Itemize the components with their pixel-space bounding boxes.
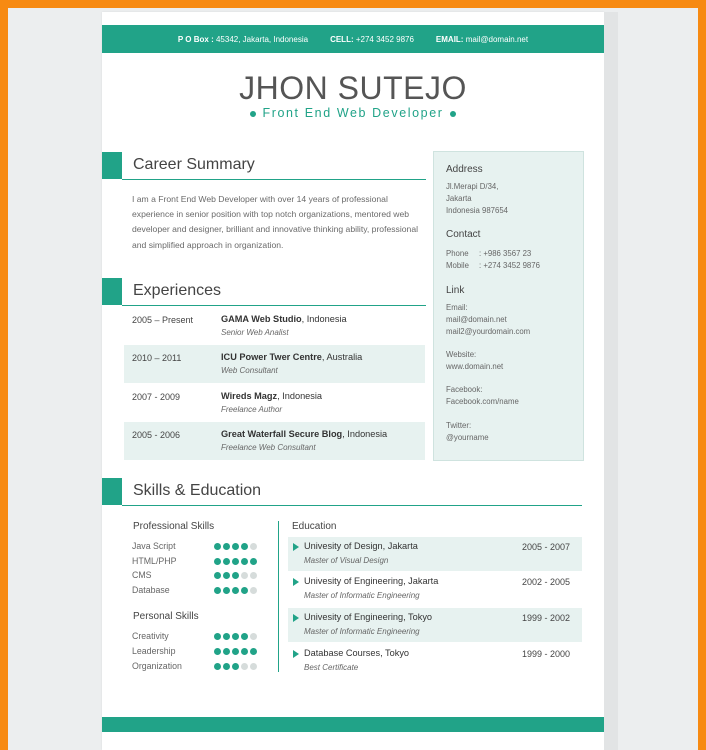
skill-level-dots [214,587,257,594]
experience-company: GAMA Web Studio, Indonesia [221,314,347,324]
experience-item [124,422,425,460]
level-dot-icon [232,587,239,594]
level-dot-icon [223,663,230,670]
column-divider [278,521,279,672]
level-dot-icon [241,572,248,579]
level-dot-icon [214,633,221,640]
section-title: Skills & Education [133,482,262,499]
level-dot-icon [241,558,248,565]
experiences-heading [102,278,428,306]
section-divider [122,505,582,506]
contact-title: Contact [446,229,481,240]
level-dot-icon [214,648,221,655]
section-marker [102,152,122,179]
level-dot-icon [250,558,257,565]
arrow-right-icon [293,614,299,622]
section-divider [122,305,426,306]
skill-level-dots [214,648,257,655]
cell: CELL: +274 3452 9876 [330,34,414,44]
level-dot-icon [223,558,230,565]
skill-row [132,661,267,675]
experience-item [124,345,425,383]
skill-row [132,631,267,645]
skill-name: Leadership [132,646,176,656]
email: EMAIL: mail@domain.net [435,34,529,44]
skill-row [132,570,267,584]
email-label: Email: [446,303,468,312]
po-box: P O Box : 45342, Jakarta, Indonesia [177,34,309,44]
level-dot-icon [241,648,248,655]
education-school: Univesity of Engineering, Tokyo [304,612,433,622]
level-dot-icon [250,572,257,579]
twitter-link[interactable]: @yourname [446,433,489,442]
experience-position: Freelance Web Consultant [221,443,316,452]
level-dot-icon [232,558,239,565]
education-school: Database Courses, Tokyo [304,648,410,658]
education-item [288,537,582,571]
level-dot-icon [232,648,239,655]
arrow-right-icon [293,543,299,551]
skill-name: Creativity [132,631,169,641]
education-years: 1999 - 2002 [521,613,570,623]
phone-row: Phone : +986 3567 23 [446,249,532,258]
resume-name: JHON SUTEJO [239,70,467,106]
level-dot-icon [250,543,257,550]
facebook-label: Facebook: [446,385,483,394]
level-dot-icon [250,633,257,640]
arrow-right-icon [293,650,299,658]
experience-company: Wireds Magz, Indonesia [221,391,323,401]
education-degree: Master of Informatic Engineering [304,627,420,636]
experience-company: ICU Power Twer Centre, Australia [221,352,363,362]
address-line: Indonesia 987654 [446,206,508,215]
education-item [288,572,582,606]
experience-company: Great Waterfall Secure Blog, Indonesia [221,429,388,439]
skill-name: CMS [132,570,152,580]
level-dot-icon [250,587,257,594]
skill-level-dots [214,543,257,550]
level-dot-icon [214,572,221,579]
skills-education-heading [102,478,582,506]
skill-row [132,541,267,555]
experience-years: 2005 - 2006 [132,430,181,440]
website-label: Website: [446,350,477,359]
education-item [288,644,582,678]
footer-bar [102,717,604,732]
address-title: Address [446,164,483,175]
level-dot-icon [241,633,248,640]
section-marker [102,478,122,505]
skill-level-dots [214,572,257,579]
level-dot-icon [250,663,257,670]
paper-shadow [604,12,618,750]
level-dot-icon [241,587,248,594]
resume-role [102,106,604,120]
skill-name: Java Script [132,541,176,551]
level-dot-icon [232,663,239,670]
skill-level-dots [214,663,257,670]
level-dot-icon [223,587,230,594]
education-years: 2002 - 2005 [521,577,570,587]
experience-position: Web Consultant [221,366,278,375]
skill-row [132,556,267,570]
education-years: 1999 - 2000 [521,649,570,659]
skill-name: HTML/PHP [132,555,177,566]
arrow-right-icon [293,578,299,586]
level-dot-icon [232,543,239,550]
address-line: Jakarta [446,194,472,203]
section-marker [102,278,122,305]
education-school: Univesity of Engineering, Jakarta [304,576,439,586]
level-dot-icon [232,572,239,579]
professional-skills-title: Professional Skills [133,521,215,532]
contact-sidebar [433,151,584,461]
experience-years: 2007 - 2009 [132,392,181,402]
education-degree: Master of Informatic Engineering [304,591,420,600]
level-dot-icon [232,633,239,640]
experience-years: 2010 – 2011 [132,353,182,363]
level-dot-icon [223,543,230,550]
role-text: Front End Web Developer [262,106,444,120]
mobile-row: Mobile : +274 3452 9876 [446,261,540,270]
section-title: Experiences [133,282,222,299]
career-summary-text: I am a Front End Web Developer with over 14 years of professional experience in senior position with top notch organizations, mentored web developer and designer, brilliant and innovative thinking ability, professional and simplified approach in organization. [132,194,419,250]
level-dot-icon [214,543,221,550]
education-school: Univesity of Design, Jakarta [304,541,418,551]
link-title: Link [446,285,465,296]
skill-level-dots [214,633,257,640]
level-dot-icon [223,633,230,640]
experience-item [124,307,425,345]
level-dot-icon [214,663,221,670]
level-dot-icon [223,648,230,655]
career-summary-heading [102,152,428,180]
personal-skills-title: Personal Skills [133,611,199,622]
dot-icon [450,111,456,117]
email-link[interactable]: mail@domain.net [446,315,507,324]
level-dot-icon [214,558,221,565]
education-item [288,608,582,642]
facebook-link[interactable]: Facebook.com/name [446,397,519,406]
experience-position: Freelance Author [221,405,283,414]
experience-years: 2005 – Present [132,315,194,325]
section-title: Career Summary [133,156,255,173]
education-degree: Best Certificate [304,663,359,672]
skill-row [132,646,267,660]
education-degree: Master of Visual Design [304,556,389,565]
experience-position: Senior Web Analist [221,328,289,337]
education-years: 2005 - 2007 [521,542,570,552]
skill-level-dots [214,558,257,565]
section-divider [122,179,426,180]
contact-bar [102,25,604,53]
level-dot-icon [250,648,257,655]
skill-row [132,585,267,599]
skill-name: Organization [132,661,182,671]
twitter-label: Twitter: [446,421,472,430]
address-line: Jl.Merapi D/34, [446,182,499,191]
skill-name: Database [132,584,170,595]
level-dot-icon [241,663,248,670]
level-dot-icon [223,572,230,579]
level-dot-icon [241,543,248,550]
dot-icon [250,111,256,117]
website-link[interactable]: www.domain.net [446,362,504,371]
education-title: Education [292,521,337,532]
experience-item [124,384,425,422]
level-dot-icon [214,587,221,594]
email-link[interactable]: mail2@yourdomain.com [446,327,531,336]
